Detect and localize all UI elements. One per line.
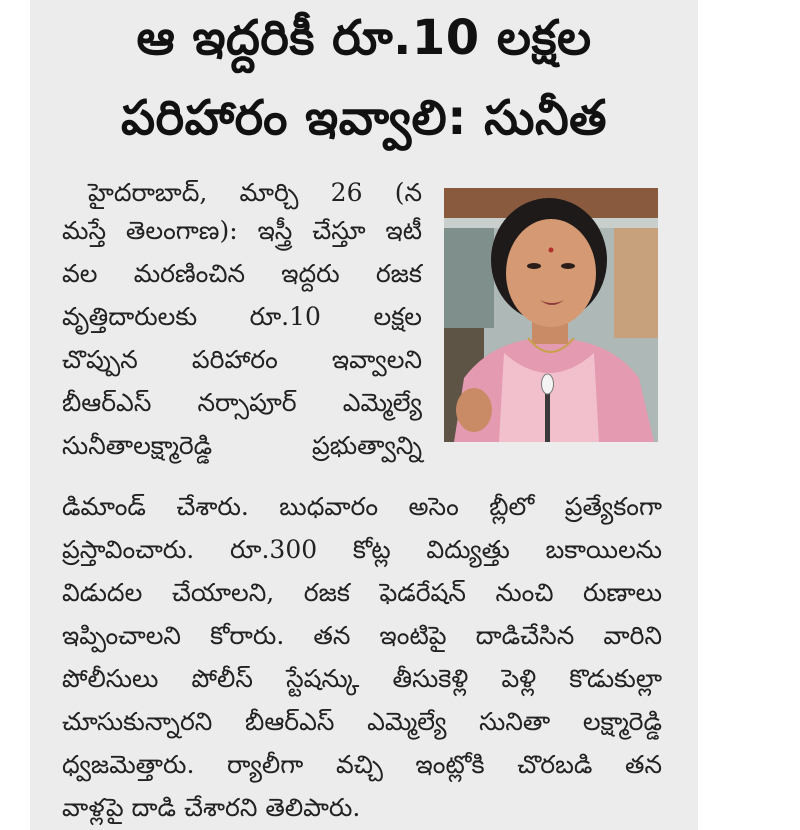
body-line-1: హైదరాబాద్, మార్చి 26 (న [88,178,422,207]
body-line-9: ప్రస్తావించారు. రూ.300 కోట్ల విద్యుత్తు బకాయిలను [62,535,662,564]
body-line-3: వల మరణించిన ఇద్దరు రజక [62,259,422,288]
person-photo-icon [444,188,658,442]
body-line-8: డిమాండ్ చేశారు. బుధవారం అసెం బ్లీలో ప్రత్యేకంగా [62,492,662,521]
body-line-7: సునీతాలక్ష్మారెడ్డి ప్రభుత్వాన్ని [62,431,422,460]
headline-line-2: పరిహారం ఇవ్వాలి: సునీత [121,90,607,146]
body-line-6: బీఆర్ఎస్ నర్సాపూర్ ఎమ్మెల్యే [62,388,422,417]
body-line-13: చూసుకున్నారని బీఆర్ఎస్ ఎమ్మెల్యే సునితా లక్ష్మారెడ్డి [62,707,662,736]
body-line-4: వృత్తిదారులకు రూ.10 లక్షల [62,302,422,331]
body-line-15: వాళ్లపై దాడి చేశారని తెలిపారు. [62,793,361,822]
body-line-2: మస్తే తెలంగాణ): ఇస్త్రీ చేస్తూ ఇటీ [62,216,422,245]
headline-line-1: ఆ ఇద్దరికీ రూ.10 లక్షల [136,10,592,66]
body-line-14: ధ్వజమెత్తారు. ర్యాలీగా వచ్చి ఇంట్లోకి చొరబడి తన [62,750,662,779]
body-line-10: విడుదల చేయాలని, రజక ఫెడరేషన్ నుంచి రుణాలు [62,578,662,607]
body-line-11: ఇప్పించాలని కోరారు. తన ఇంటిపై దాడిచేసిన వారిని [62,621,662,650]
body-line-12: పోలీసులు పోలీస్ స్టేషన్కు తీసుకెళ్లి పెళ్లి కొడుకుల్లా [62,664,662,693]
body-line-5: చొప్పున పరిహారం ఇవ్వాలని [62,345,422,374]
